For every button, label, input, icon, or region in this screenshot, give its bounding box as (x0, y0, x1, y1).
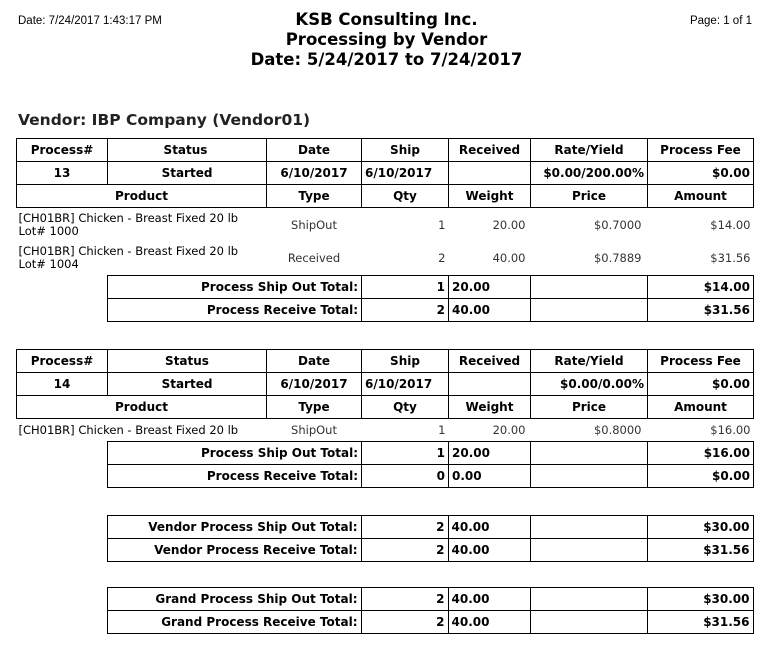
total-qty: 2 (361, 611, 448, 634)
total-weight: 40.00 (448, 611, 530, 634)
process-date: 6/10/2017 (267, 162, 362, 185)
total-qty: 1 (362, 442, 449, 465)
total-weight: 40.00 (448, 539, 530, 562)
total-price-empty (530, 516, 647, 539)
col-price: Price (531, 185, 648, 208)
report-print-date: Date: 7/24/2017 1:43:17 PM (18, 15, 162, 27)
total-price-empty (530, 539, 647, 562)
line-weight: 20.00 (492, 423, 526, 437)
line-price: $0.8000 (593, 423, 642, 437)
line-product: [CH01BR] Chicken - Breast Fixed 20 lb Lot# 1004 (18, 244, 239, 272)
process-received-date (449, 162, 531, 185)
col-ship: Ship (362, 350, 449, 373)
col-rate-yield: Rate/Yield (531, 139, 648, 162)
process-ship-date: 6/10/2017 (362, 373, 449, 396)
col-qty: Qty (362, 185, 449, 208)
process-ship-date: 6/10/2017 (362, 162, 449, 185)
line-weight: 20.00 (492, 217, 526, 232)
total-qty: 1 (362, 276, 449, 299)
line-qty: 1 (438, 217, 446, 232)
total-label: Grand Process Ship Out Total: (107, 588, 361, 611)
total-price-empty (531, 299, 648, 322)
col-product: Product (17, 185, 267, 208)
total-weight: 20.00 (449, 442, 531, 465)
process-status: Started (108, 373, 267, 396)
col-product: Product (17, 396, 267, 419)
line-product: [CH01BR] Chicken - Breast Fixed 20 lb (18, 422, 239, 437)
date-range: Date: 5/24/2017 to 7/24/2017 (250, 50, 523, 69)
total-weight: 40.00 (448, 516, 530, 539)
process-receive-total-row (17, 465, 754, 488)
col-process: Process# (17, 139, 108, 162)
total-price-empty (531, 276, 648, 299)
process-ship-total-row (17, 442, 754, 465)
total-amount: $0.00 (648, 465, 754, 488)
process-fee: $0.00 (648, 162, 754, 185)
col-price: Price (531, 396, 648, 419)
total-amount: $30.00 (647, 516, 753, 539)
total-qty: 2 (361, 516, 448, 539)
total-price-empty (530, 611, 647, 634)
total-price-empty (530, 588, 647, 611)
company-name: KSB Consulting Inc. (295, 10, 478, 29)
total-weight: 40.00 (449, 299, 531, 322)
line-item-row (17, 242, 754, 276)
total-label: Process Receive Total: (108, 299, 362, 322)
total-label: Vendor Process Receive Total: (107, 539, 361, 562)
process-info-row (17, 162, 754, 185)
total-amount: $31.56 (647, 539, 753, 562)
process-rate-yield: $0.00/200.00% (531, 162, 648, 185)
vendor-receive-total-row (16, 539, 753, 562)
process-header-row (17, 139, 754, 162)
process-ship-total-row (17, 276, 754, 299)
total-amount: $31.56 (648, 299, 754, 322)
col-rate-yield: Rate/Yield (531, 350, 648, 373)
line-product: [CH01BR] Chicken - Breast Fixed 20 lb Lot# 1000 (18, 210, 239, 238)
process-date: 6/10/2017 (267, 373, 362, 396)
col-type: Type (267, 396, 362, 419)
line-type: Received (287, 251, 341, 266)
process-number: 14 (17, 373, 108, 396)
grand-totals-table (16, 587, 754, 634)
col-received: Received (449, 139, 531, 162)
process-rate-yield: $0.00/0.00% (531, 373, 648, 396)
total-label: Process Ship Out Total: (108, 276, 362, 299)
col-weight: Weight (449, 396, 531, 419)
vendor-totals-table (16, 515, 754, 562)
grand-receive-total-row (16, 611, 753, 634)
total-label: Process Ship Out Total: (108, 442, 362, 465)
total-qty: 2 (361, 588, 448, 611)
total-label: Process Receive Total: (108, 465, 362, 488)
vendor-ship-total-row (16, 516, 753, 539)
col-process: Process# (17, 350, 108, 373)
col-amount: Amount (648, 185, 754, 208)
process-info-row (17, 373, 754, 396)
line-weight: 40.00 (492, 251, 526, 266)
col-status: Status (108, 350, 267, 373)
col-type: Type (267, 185, 362, 208)
col-process-fee: Process Fee (648, 350, 754, 373)
page-number: Page: 1 of 1 (689, 15, 752, 27)
process-table-14 (16, 349, 754, 488)
total-price-empty (531, 465, 648, 488)
line-type: ShipOut (291, 217, 337, 232)
line-item-row (17, 208, 754, 242)
total-weight: 0.00 (449, 465, 531, 488)
total-weight: 20.00 (449, 276, 531, 299)
total-amount: $30.00 (647, 588, 753, 611)
col-amount: Amount (648, 396, 754, 419)
line-amount: $31.56 (710, 251, 751, 266)
line-item-row (17, 419, 754, 442)
total-label: Vendor Process Ship Out Total: (107, 516, 361, 539)
col-ship: Ship (362, 139, 449, 162)
process-header-row (17, 350, 754, 373)
process-fee: $0.00 (648, 373, 754, 396)
total-label: Grand Process Receive Total: (107, 611, 361, 634)
col-status: Status (108, 139, 267, 162)
line-price: $0.7000 (593, 217, 642, 232)
line-price: $0.7889 (593, 251, 642, 266)
line-amount: $14.00 (710, 217, 751, 232)
vendor-heading: Vendor: IBP Company (Vendor01) (18, 111, 311, 129)
process-received-date (449, 373, 531, 396)
line-header-row (17, 396, 754, 419)
col-weight: Weight (449, 185, 531, 208)
total-amount: $14.00 (648, 276, 754, 299)
col-date: Date (267, 350, 362, 373)
col-qty: Qty (362, 396, 449, 419)
total-price-empty (531, 442, 648, 465)
total-qty: 2 (361, 539, 448, 562)
total-qty: 2 (362, 299, 449, 322)
line-type: ShipOut (291, 423, 337, 437)
line-qty: 2 (438, 251, 446, 266)
process-table-13 (16, 138, 754, 322)
total-weight: 40.00 (448, 588, 530, 611)
process-number: 13 (17, 162, 108, 185)
process-status: Started (108, 162, 267, 185)
line-amount: $16.00 (710, 423, 751, 437)
total-qty: 0 (362, 465, 449, 488)
line-header-row (17, 185, 754, 208)
total-amount: $16.00 (648, 442, 754, 465)
line-qty: 1 (438, 423, 446, 437)
col-date: Date (267, 139, 362, 162)
col-process-fee: Process Fee (648, 139, 754, 162)
col-received: Received (449, 350, 531, 373)
grand-ship-total-row (16, 588, 753, 611)
total-amount: $31.56 (647, 611, 753, 634)
report-title: Processing by Vendor (285, 30, 488, 49)
process-receive-total-row (17, 299, 754, 322)
